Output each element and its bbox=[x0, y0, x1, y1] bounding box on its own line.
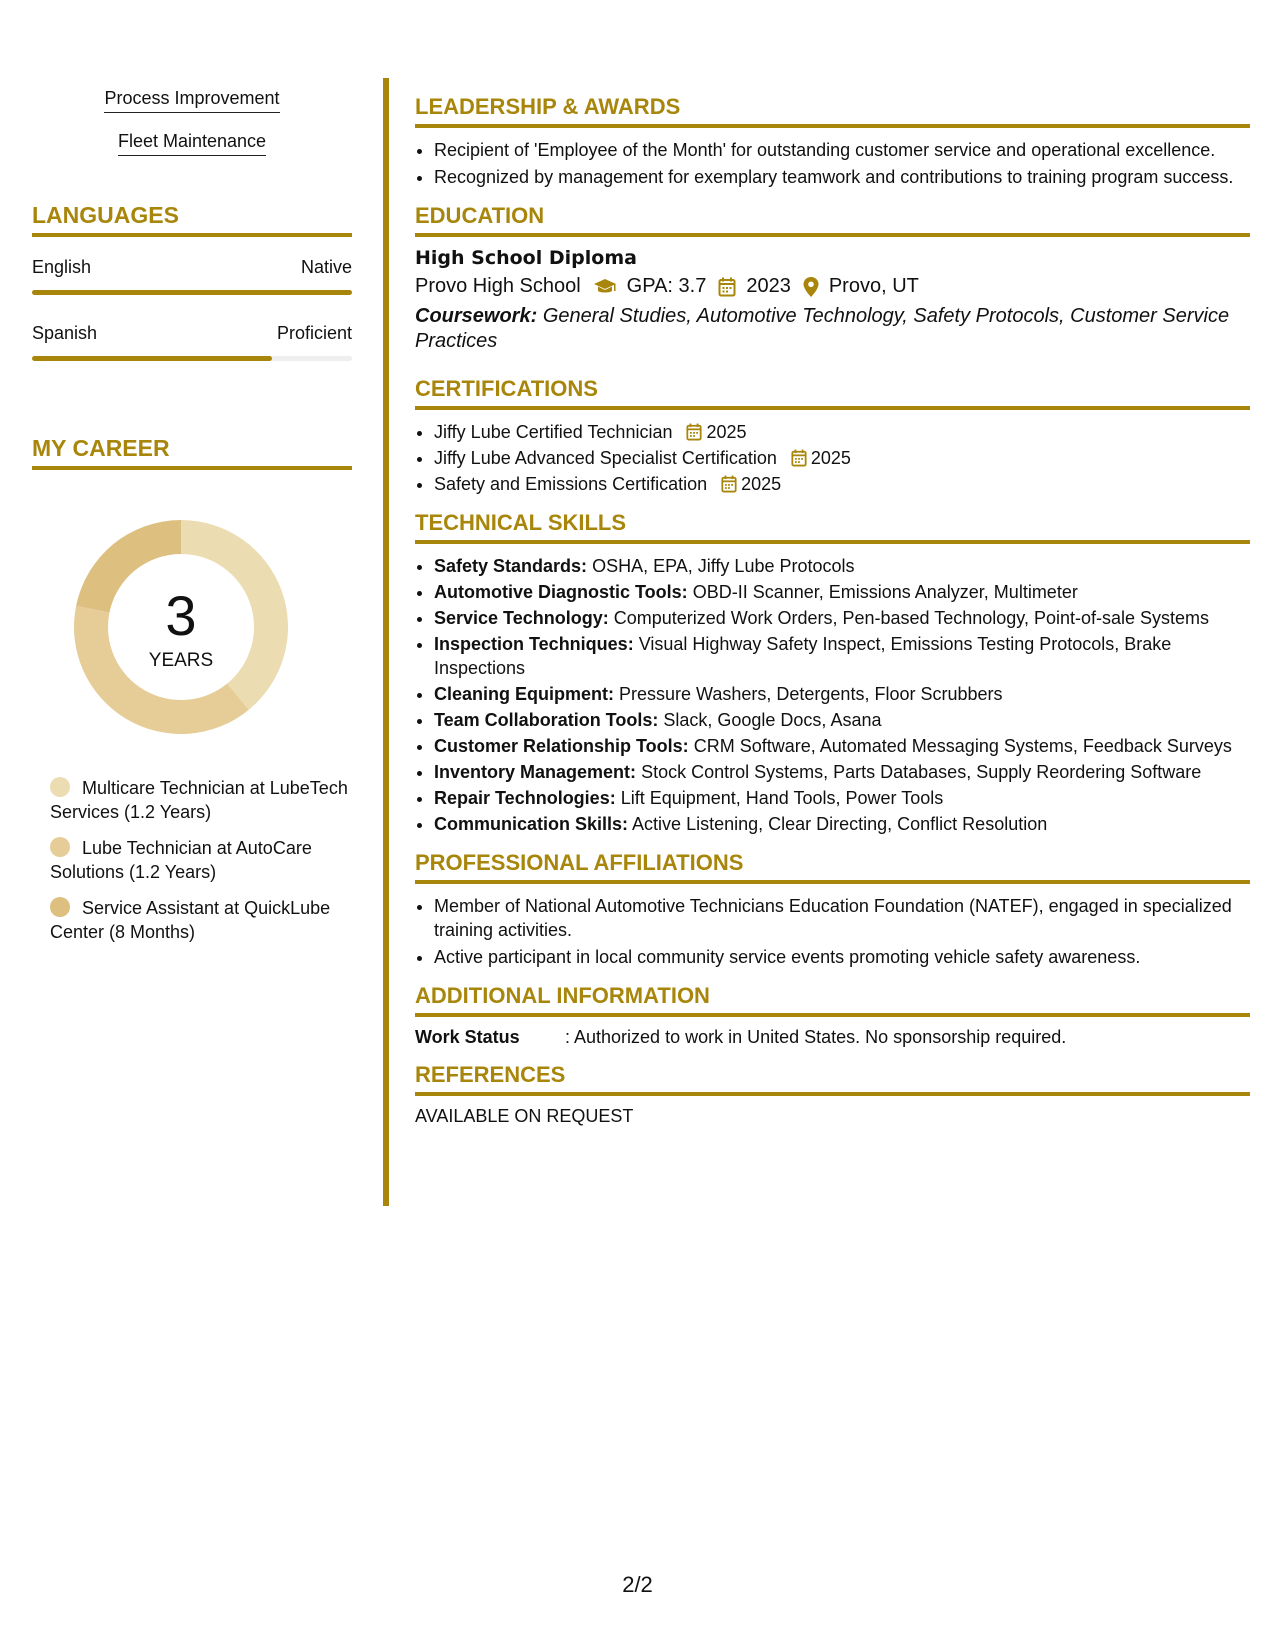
leadership-heading: LEADERSHIP & AWARDS bbox=[415, 94, 1250, 128]
skill-value: Computerized Work Orders, Pen-based Technology, Point-of-sale Systems bbox=[613, 608, 1209, 628]
column-divider bbox=[383, 78, 389, 1206]
certification-name: • Safety and Emissions Certification bbox=[434, 474, 708, 494]
technical-skill-item bbox=[434, 760, 1250, 784]
skill-tag: Fleet Maintenance bbox=[118, 131, 266, 156]
career-donut-chart bbox=[66, 512, 296, 742]
location-pin-icon bbox=[803, 277, 819, 297]
education-year: 2023 bbox=[746, 275, 791, 297]
language-level: Proficient bbox=[276, 323, 352, 343]
leadership-item: • Recipient of 'Employee of the Month' for outstanding customer service and operational excellence. bbox=[434, 138, 1250, 162]
technical-skill-item bbox=[434, 554, 1250, 578]
technical-skills-heading: TECHNICAL SKILLS bbox=[415, 510, 1250, 544]
technical-skill-item bbox=[434, 812, 1250, 836]
page-number: 2/2 bbox=[622, 1572, 653, 1597]
affiliation-item: • Active participant in local community service events promoting vehicle safety awareness. bbox=[434, 945, 1250, 969]
language-bar-fill bbox=[32, 290, 352, 295]
career-total: 3 bbox=[165, 584, 197, 647]
work-status-row bbox=[415, 1027, 1250, 1048]
certifications-section bbox=[415, 376, 1250, 496]
legend-item bbox=[50, 896, 350, 944]
skill-label: Safety Standards: bbox=[434, 556, 588, 576]
skill-label: Customer Relationship Tools: bbox=[434, 736, 689, 756]
affiliation-item: • Member of National Automotive Technicians Education Foundation (NATEF), engaged in specialized training activities. bbox=[434, 894, 1250, 942]
technical-skill-item bbox=[434, 632, 1250, 680]
legend-dot bbox=[50, 777, 70, 797]
skill-label: Service Technology: bbox=[434, 608, 609, 628]
additional-info-heading: ADDITIONAL INFORMATION bbox=[415, 983, 1250, 1017]
legend-dot bbox=[50, 897, 70, 917]
coursework-label: Coursework: bbox=[415, 305, 538, 327]
technical-skill-item bbox=[434, 580, 1250, 604]
career-unit: YEARS bbox=[148, 650, 214, 671]
skill-label: Inventory Management: bbox=[434, 762, 637, 782]
language-bar bbox=[32, 356, 352, 361]
skill-value: Pressure Washers, Detergents, Floor Scrubbers bbox=[619, 684, 1003, 704]
education-details bbox=[415, 275, 1250, 298]
education-section bbox=[415, 203, 1250, 354]
skill-value: OSHA, EPA, Jiffy Lube Protocols bbox=[592, 556, 855, 576]
education-coursework bbox=[415, 304, 1250, 354]
languages-heading: LANGUAGES bbox=[32, 202, 352, 237]
skill-label: Inspection Techniques: bbox=[434, 634, 634, 654]
technical-skill-item bbox=[434, 786, 1250, 810]
references-heading: REFERENCES bbox=[415, 1062, 1250, 1096]
references-text: AVAILABLE ON REQUEST bbox=[415, 1106, 634, 1126]
skill-value: Slack, Google Docs, Asana bbox=[663, 710, 882, 730]
education-location: Provo, UT bbox=[828, 275, 919, 297]
technical-skills-section bbox=[415, 510, 1250, 836]
skill-label: Automotive Diagnostic Tools: bbox=[434, 582, 688, 602]
calendar-icon bbox=[721, 475, 737, 493]
references-section bbox=[415, 1062, 1250, 1127]
coursework-value: General Studies, Automotive Technology, Safety Protocols, Customer Service Practices bbox=[415, 305, 1230, 352]
skill-value: Visual Highway Safety Inspect, Emissions Testing Protocols, Brake Inspections bbox=[434, 634, 1172, 678]
technical-skill-item bbox=[434, 606, 1250, 630]
work-status-label: Work Status bbox=[415, 1027, 520, 1047]
work-status-value: : Authorized to work in United States. No sponsorship required. bbox=[565, 1027, 1067, 1047]
graduation-cap-icon bbox=[593, 278, 617, 296]
education-degree: High School Diploma bbox=[415, 247, 637, 269]
leadership-item: • Recognized by management for exemplary teamwork and contributions to training program success. bbox=[434, 165, 1250, 189]
leadership-section bbox=[415, 94, 1250, 189]
certifications-heading: CERTIFICATIONS bbox=[415, 376, 1250, 410]
calendar-icon bbox=[718, 277, 736, 297]
certification-item bbox=[434, 472, 1250, 496]
certification-year: 2025 bbox=[706, 422, 747, 442]
language-name: Spanish bbox=[32, 323, 98, 343]
language-row bbox=[32, 257, 352, 295]
technical-skill-item bbox=[434, 682, 1250, 706]
skill-label: Team Collaboration Tools: bbox=[434, 710, 659, 730]
additional-info-section bbox=[415, 983, 1250, 1048]
education-school: Provo High School bbox=[415, 275, 581, 297]
career-heading: MY CAREER bbox=[32, 435, 352, 470]
certification-name: • Jiffy Lube Advanced Specialist Certification bbox=[434, 448, 777, 468]
certification-item bbox=[434, 420, 1250, 444]
calendar-icon bbox=[791, 449, 807, 467]
skill-value: Stock Control Systems, Parts Databases, Supply Reordering Software bbox=[641, 762, 1202, 782]
legend-label: Lube Technician at AutoCare Solutions (1.2 Years) bbox=[50, 838, 312, 882]
skill-value: OBD-II Scanner, Emissions Analyzer, Multimeter bbox=[692, 582, 1078, 602]
language-bar bbox=[32, 290, 352, 295]
left-column bbox=[32, 78, 352, 956]
education-heading: EDUCATION bbox=[415, 203, 1250, 237]
technical-skill-item bbox=[434, 708, 1250, 732]
certification-name: • Jiffy Lube Certified Technician bbox=[434, 422, 673, 442]
skill-value: CRM Software, Automated Messaging Systems, Feedback Surveys bbox=[693, 736, 1232, 756]
language-bar-fill bbox=[32, 356, 272, 361]
language-name: English bbox=[32, 257, 92, 277]
affiliations-heading: PROFESSIONAL AFFILIATIONS bbox=[415, 850, 1250, 884]
skill-value: Lift Equipment, Hand Tools, Power Tools bbox=[620, 788, 944, 808]
calendar-icon bbox=[686, 423, 702, 441]
right-column bbox=[415, 94, 1250, 1141]
legend-dot bbox=[50, 837, 70, 857]
certification-year: 2025 bbox=[741, 474, 782, 494]
education-gpa: GPA: 3.7 bbox=[626, 275, 707, 297]
skill-label: Communication Skills: bbox=[434, 814, 629, 834]
skill-value: Active Listening, Clear Directing, Conflict Resolution bbox=[632, 814, 1048, 834]
legend-item bbox=[50, 836, 350, 884]
language-row bbox=[32, 323, 352, 361]
legend-label: Service Assistant at QuickLube Center (8 Months) bbox=[50, 898, 331, 942]
skill-label: Cleaning Equipment: bbox=[434, 684, 614, 704]
certification-year: 2025 bbox=[810, 448, 851, 468]
certification-item bbox=[434, 446, 1250, 470]
legend-item bbox=[50, 776, 350, 824]
skill-label: Repair Technologies: bbox=[434, 788, 616, 808]
technical-skill-item bbox=[434, 734, 1250, 758]
skill-tag: Process Improvement bbox=[104, 88, 279, 113]
career-legend bbox=[50, 776, 350, 944]
legend-label: Multicare Technician at LubeTech Services (1.2 Years) bbox=[50, 778, 348, 822]
affiliations-section bbox=[415, 850, 1250, 969]
language-level: Native bbox=[300, 257, 352, 277]
